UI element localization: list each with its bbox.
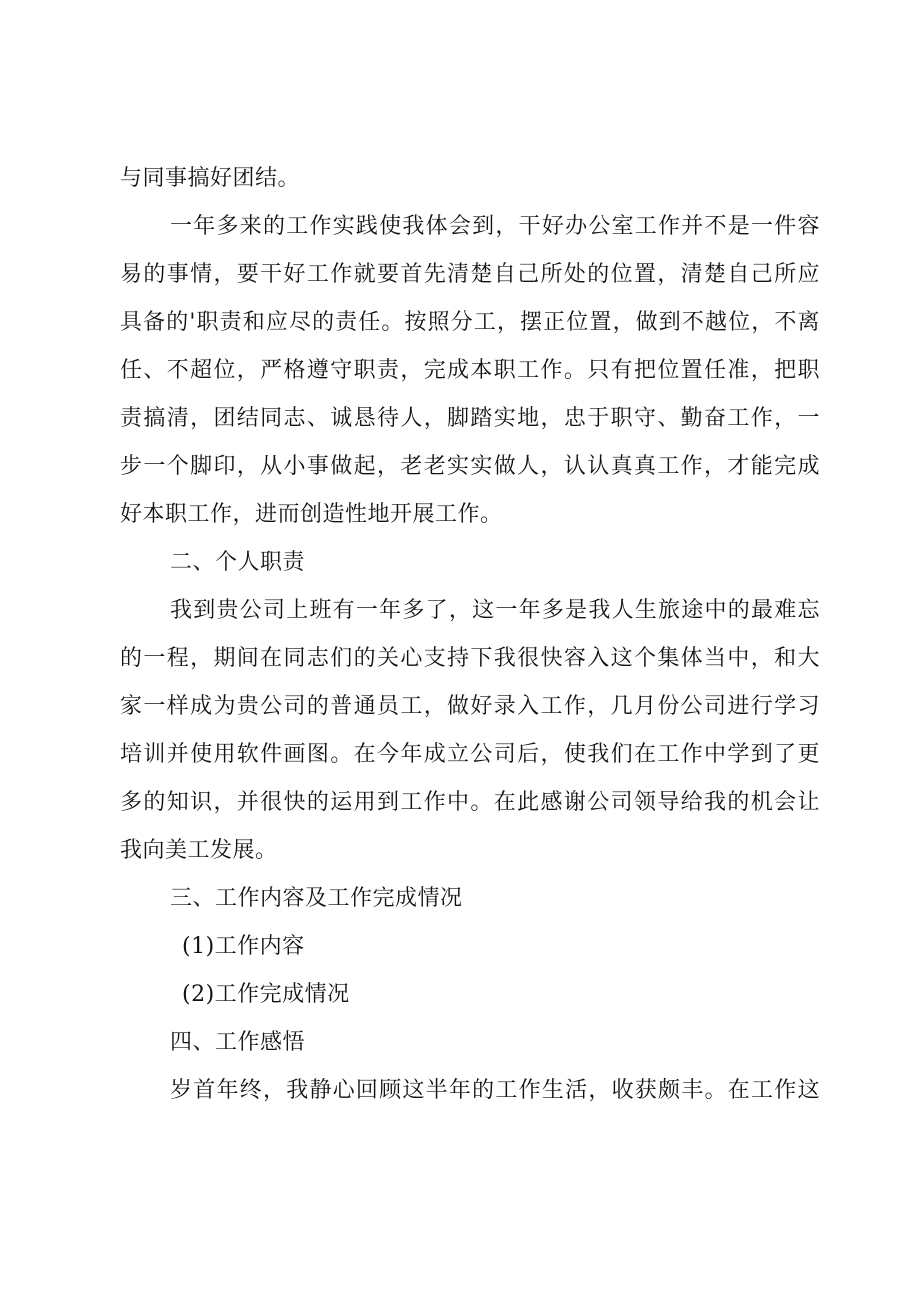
paragraph-line: 我到贵公司上班有一年多了，这一年多是我人生旅途中的最难忘 <box>170 598 820 623</box>
paragraph-line: 责搞清，团结同志、诚恳待人，脚踏实地，忠于职守、勤奋工作，一 <box>120 406 820 431</box>
paragraph-line: 岁首年终，我静心回顾这半年的工作生活，收获颇丰。在工作这 <box>170 1078 820 1103</box>
section-heading: 二、个人职责 <box>170 550 306 575</box>
paragraph-line: 好本职工作，进而创造性地开展工作。 <box>120 502 503 527</box>
paragraph-line: 易的事情，要干好工作就要首先清楚自己所处的位置，清楚自己所应 <box>120 262 820 287</box>
section-heading: 三、工作内容及工作完成情况 <box>170 886 463 911</box>
paragraph-line: 家一样成为贵公司的普通员工，做好录入工作，几月份公司进行学习 <box>120 694 820 719</box>
document-body <box>120 155 820 1115</box>
subsection-heading: (1)工作内容 <box>182 934 305 959</box>
paragraph-line: 步一个脚印，从小事做起，老老实实做人，认认真真工作，才能完成 <box>120 454 820 479</box>
paragraph-line: 具备的'职责和应尽的责任。按照分工，摆正位置，做到不越位，不离 <box>120 310 820 335</box>
paragraph-line: 任、不超位，严格遵守职责，完成本职工作。只有把位置任准，把职 <box>120 358 820 383</box>
paragraph-line: 一年多来的工作实践使我体会到，干好办公室工作并不是一件容 <box>170 214 820 239</box>
paragraph-line: 的一程，期间在同志们的关心支持下我很快容入这个集体当中，和大 <box>120 646 820 671</box>
subsection-heading: (2)工作完成情况 <box>182 982 350 1007</box>
paragraph-line: 与同事搞好团结。 <box>120 166 301 191</box>
paragraph-line: 培训并使用软件画图。在今年成立公司后，使我们在工作中学到了更 <box>120 742 820 767</box>
paragraph-line: 多的知识，并很快的运用到工作中。在此感谢公司领导给我的机会让 <box>120 790 820 815</box>
paragraph-line: 我向美工发展。 <box>120 838 278 863</box>
section-heading: 四、工作感悟 <box>170 1030 306 1055</box>
